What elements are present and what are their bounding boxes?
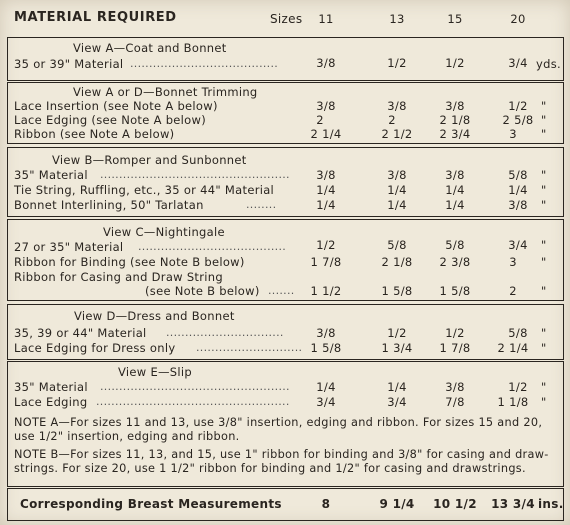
note-a-line-2: use 1/2" insertion, edging and ribbon.: [14, 430, 240, 443]
section-title: View C—Nightingale: [103, 225, 225, 239]
value-size-20: 5/8: [508, 326, 528, 340]
value-size-11: 1/4: [316, 198, 336, 212]
value-size-13: 2: [388, 113, 396, 127]
value-size-20: 2 5/8: [502, 113, 534, 127]
row-label: Lace Insertion (see Note A below): [14, 99, 218, 113]
value-size-20: 3/4: [508, 56, 528, 70]
leader-dots: ...............................: [166, 326, 284, 339]
leader-dots: ...................................................: [96, 395, 290, 408]
section-title: View A or D—Bonnet Trimming: [73, 85, 258, 99]
size-20: 20: [510, 12, 526, 26]
row-label: (see Note B below): [145, 284, 260, 298]
value-size-11: 3/8: [316, 56, 336, 70]
leader-dots: ..................................................: [100, 380, 290, 393]
value-size-11: 3/8: [316, 326, 336, 340]
value-size-15: 1/2: [445, 326, 465, 340]
value-size-15: 1/2: [445, 56, 465, 70]
size-15: 15: [447, 12, 463, 26]
value-size-13: 1/4: [387, 380, 407, 394]
value-size-13: 1 3/4: [381, 341, 413, 355]
sizes-label: Sizes: [270, 12, 303, 26]
unit-label: ": [541, 380, 547, 394]
unit-label: ": [541, 99, 547, 113]
value-size-20: 2 1/4: [497, 341, 529, 355]
leader-dots: .......................................: [130, 57, 279, 70]
value-size-15: 1/4: [445, 198, 465, 212]
breast-size-11: 8: [321, 497, 331, 511]
value-size-11: 3/8: [316, 168, 336, 182]
value-size-15: 3/8: [445, 168, 465, 182]
row-label: Tie String, Ruffling, etc., 35 or 44" Material: [14, 183, 275, 197]
row-label: 35" Material: [14, 380, 88, 394]
row-label: Lace Edging for Dress only: [14, 341, 176, 355]
unit-label: ": [541, 284, 547, 298]
value-size-15: 7/8: [445, 395, 465, 409]
unit-label: ": [541, 395, 547, 409]
row-label: Lace Edging (see Note A below): [14, 113, 206, 127]
value-size-20: 1/2: [508, 99, 528, 113]
section-title: View D—Dress and Bonnet: [74, 309, 235, 323]
leader-dots: ............................: [196, 341, 303, 354]
row-label: Ribbon for Binding (see Note B below): [14, 255, 245, 269]
value-size-13: 3/8: [387, 99, 407, 113]
value-size-20: 3: [509, 127, 517, 141]
breast-size-15: 10 1/2: [433, 497, 477, 511]
value-size-11: 1 7/8: [310, 255, 342, 269]
value-size-11: 1 5/8: [310, 341, 342, 355]
row-label: 35, 39 or 44" Material: [14, 326, 147, 340]
value-size-11: 1/2: [316, 238, 336, 252]
unit-label: ": [541, 238, 547, 252]
value-size-15: 2 3/4: [439, 127, 471, 141]
breast-size-13: 9 1/4: [379, 497, 415, 511]
breast-size-20: 13 3/4: [491, 497, 535, 511]
row-label: Ribbon (see Note A below): [14, 127, 175, 141]
value-size-15: 5/8: [445, 238, 465, 252]
value-size-13: 1/4: [387, 198, 407, 212]
footer-unit: ins.: [538, 497, 564, 511]
value-size-20: 3/8: [508, 198, 528, 212]
value-size-11: 2: [316, 113, 324, 127]
value-size-15: 1/4: [445, 183, 465, 197]
value-size-13: 1 5/8: [381, 284, 413, 298]
unit-label: ": [541, 341, 547, 355]
value-size-13: 1/2: [387, 326, 407, 340]
value-size-20: 1/2: [508, 380, 528, 394]
value-size-20: 1 1/8: [497, 395, 529, 409]
unit-label: yds.: [536, 57, 561, 71]
section-title: View B—Romper and Sunbonnet: [52, 153, 247, 167]
unit-label: ": [541, 183, 547, 197]
value-size-13: 3/8: [387, 168, 407, 182]
leader-dots: .......: [268, 284, 295, 297]
unit-label: ": [541, 113, 547, 127]
leader-dots: ........: [246, 198, 277, 211]
page-title: MATERIAL REQUIRED: [14, 10, 177, 25]
note-a-line-1: NOTE A—For sizes 11 and 13, use 3/8" insertion, edging and ribbon. For sizes 15 and 20,: [14, 416, 543, 429]
value-size-11: 2 1/4: [310, 127, 342, 141]
value-size-13: 2 1/2: [381, 127, 413, 141]
value-size-15: 3/8: [445, 380, 465, 394]
size-11: 11: [318, 12, 334, 26]
value-size-11: 1/4: [316, 380, 336, 394]
note-b-line-2: strings. For size 20, use 1 1/2" ribbon for binding and 1/2" for casing and drawstrings.: [14, 462, 526, 475]
leader-dots: .......................................: [138, 240, 287, 253]
value-size-11: 1 1/2: [310, 284, 342, 298]
leader-dots: ..................................................: [100, 168, 290, 181]
unit-label: ": [541, 198, 547, 212]
row-label: 27 or 35" Material: [14, 240, 124, 254]
value-size-15: 2 3/8: [439, 255, 471, 269]
value-size-20: 3: [509, 255, 517, 269]
section-title: View A—Coat and Bonnet: [73, 41, 227, 55]
value-size-20: 5/8: [508, 168, 528, 182]
value-size-20: 3/4: [508, 238, 528, 252]
value-size-11: 1/4: [316, 183, 336, 197]
note-b-line-1: NOTE B—For sizes 11, 13, and 15, use 1" ribbon for binding and 3/8" for casing and draw-: [14, 448, 549, 461]
row-label: 35 or 39" Material: [14, 57, 124, 71]
value-size-20: 2: [509, 284, 517, 298]
value-size-20: 1/4: [508, 183, 528, 197]
row-label: Bonnet Interlining, 50" Tarlatan: [14, 198, 204, 212]
value-size-13: 1/2: [387, 56, 407, 70]
value-size-11: 3/8: [316, 99, 336, 113]
value-size-13: 2 1/8: [381, 255, 413, 269]
unit-label: ": [541, 255, 547, 269]
value-size-15: 1 5/8: [439, 284, 471, 298]
footer-label: Corresponding Breast Measurements: [20, 497, 282, 511]
value-size-13: 3/4: [387, 395, 407, 409]
row-label: Ribbon for Casing and Draw String: [14, 270, 223, 284]
unit-label: ": [541, 168, 547, 182]
value-size-11: 3/4: [316, 395, 336, 409]
value-size-13: 5/8: [387, 238, 407, 252]
section-title: View E—Slip: [118, 365, 193, 379]
value-size-15: 2 1/8: [439, 113, 471, 127]
unit-label: ": [541, 326, 547, 340]
row-label: 35" Material: [14, 168, 88, 182]
size-13: 13: [389, 12, 405, 26]
unit-label: ": [541, 127, 547, 141]
value-size-15: 1 7/8: [439, 341, 471, 355]
value-size-15: 3/8: [445, 99, 465, 113]
row-label: Lace Edging: [14, 395, 88, 409]
value-size-13: 1/4: [387, 183, 407, 197]
